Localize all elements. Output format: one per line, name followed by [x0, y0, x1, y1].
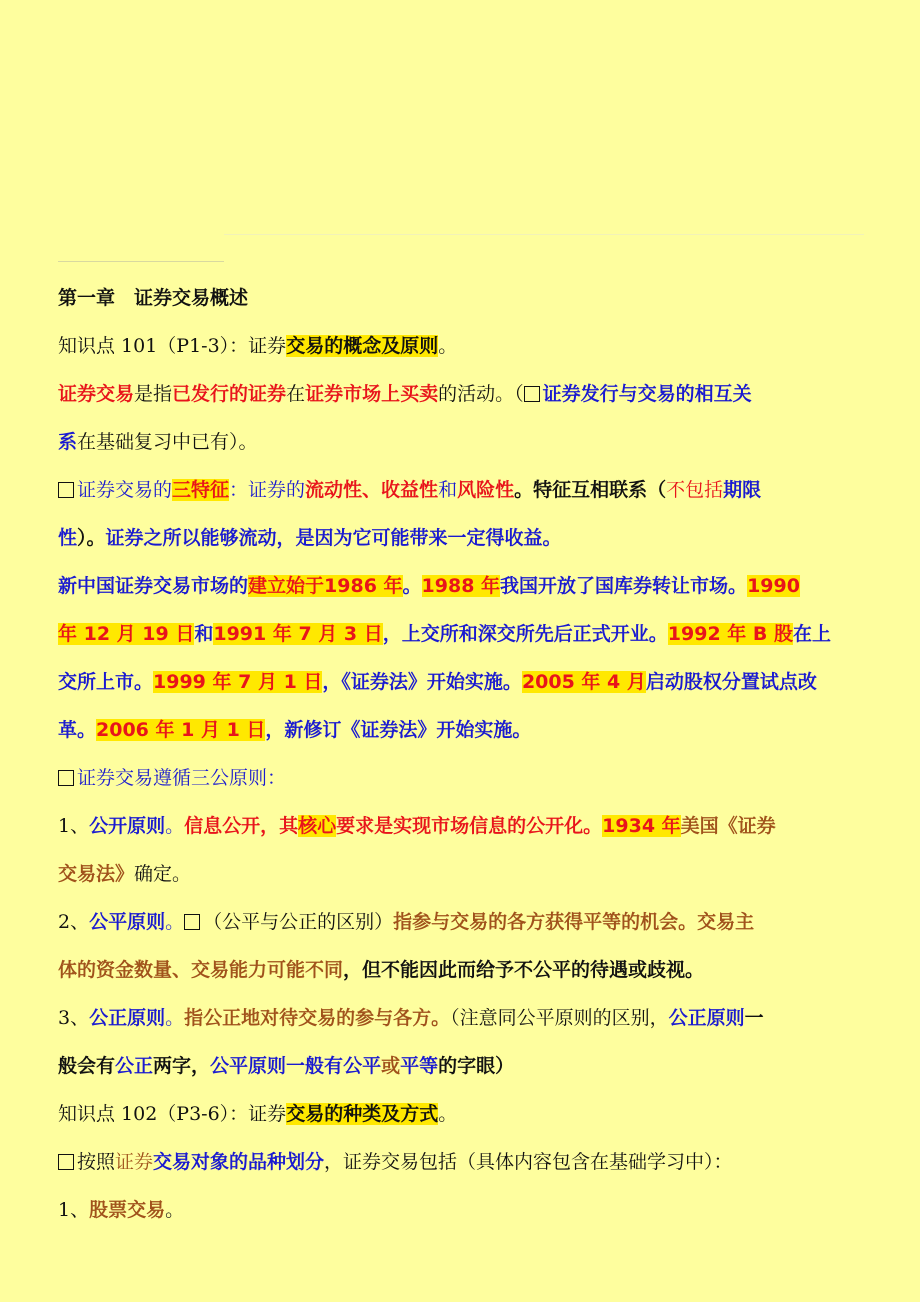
- principle-2-line-2: 体的资金数量、交易能力可能不同，但不能因此而给予不公平的待遇或歧视。: [58, 959, 705, 981]
- checkbox-icon: [524, 386, 540, 402]
- checkbox-icon: [58, 482, 74, 498]
- types-intro: 按照证券交易对象的品种划分，证券交易包括（具体内容包含在基础学习中）：: [58, 1149, 858, 1175]
- knowledge-point-101: 知识点 101（P1-3）：证券交易的概念及原则。: [58, 335, 458, 357]
- checkbox-icon: [58, 1154, 74, 1170]
- header-rule-faint: [224, 234, 864, 235]
- header-rule: [58, 261, 224, 262]
- principle-1-line-2: 交易法》确定。: [58, 863, 192, 885]
- knowledge-point-102: 知识点 102（P3-6）：证券交易的种类及方式。: [58, 1103, 458, 1125]
- principle-1-line-1: 1、公开原则。信息公开，其核心要求是实现市场信息的公开化。1934 年美国《证券: [58, 815, 776, 837]
- principle-3-line-2: 般会有公正两字，公平原则一般有公平或平等的字眼）: [58, 1055, 515, 1077]
- definition-line-2: 系在基础复习中已有）。: [58, 431, 258, 453]
- kp101-topic: 交易的概念及原则: [286, 335, 439, 357]
- history-line-1: 新中国证券交易市场的建立始于1986 年。1988 年我国开放了国库券转让市场。1990: [58, 575, 800, 597]
- history-line-2: 年 12 月 19 日和1991 年 7 月 3 日，上交所和深交所先后正式开业。1992 年 B 股在上: [58, 623, 832, 645]
- history-line-3: 交所上市。1999 年 7 月 1 日，《证券法》开始实施。2005 年 4 月启动股权分置试点改: [58, 671, 817, 693]
- principle-2-line-1: 2、公平原则。 （公平与公正的区别）指参与交易的各方获得平等的机会。交易主: [58, 911, 755, 933]
- kp102-topic: 交易的种类及方式: [286, 1103, 439, 1125]
- checkbox-icon: [58, 770, 74, 786]
- history-line-4: 革。2006 年 1 月 1 日，新修订《证券法》开始实施。: [58, 719, 532, 741]
- chapter-title: 第一章 证券交易概述: [58, 287, 249, 309]
- principles-intro: 证券交易遵循三公原则：: [58, 765, 858, 791]
- checkbox-icon: [184, 914, 200, 930]
- principle-3-line-1: 3、公正原则。指公正地对待交易的参与各方。（注意同公平原则的区别，公正原则一: [58, 1007, 764, 1029]
- features-line-1: 证券交易的三特征：证券的流动性、收益性和风险性。特征互相联系（不包括期限: [58, 477, 858, 503]
- features-line-2: 性）。证券之所以能够流动，是因为它可能带来一定得收益。: [58, 527, 562, 549]
- types-item-1: 1、股票交易。: [58, 1199, 185, 1221]
- definition-line-1: 证券交易是指已发行的证券在证券市场上买卖的活动。（ 证券发行与交易的相互关: [58, 383, 752, 405]
